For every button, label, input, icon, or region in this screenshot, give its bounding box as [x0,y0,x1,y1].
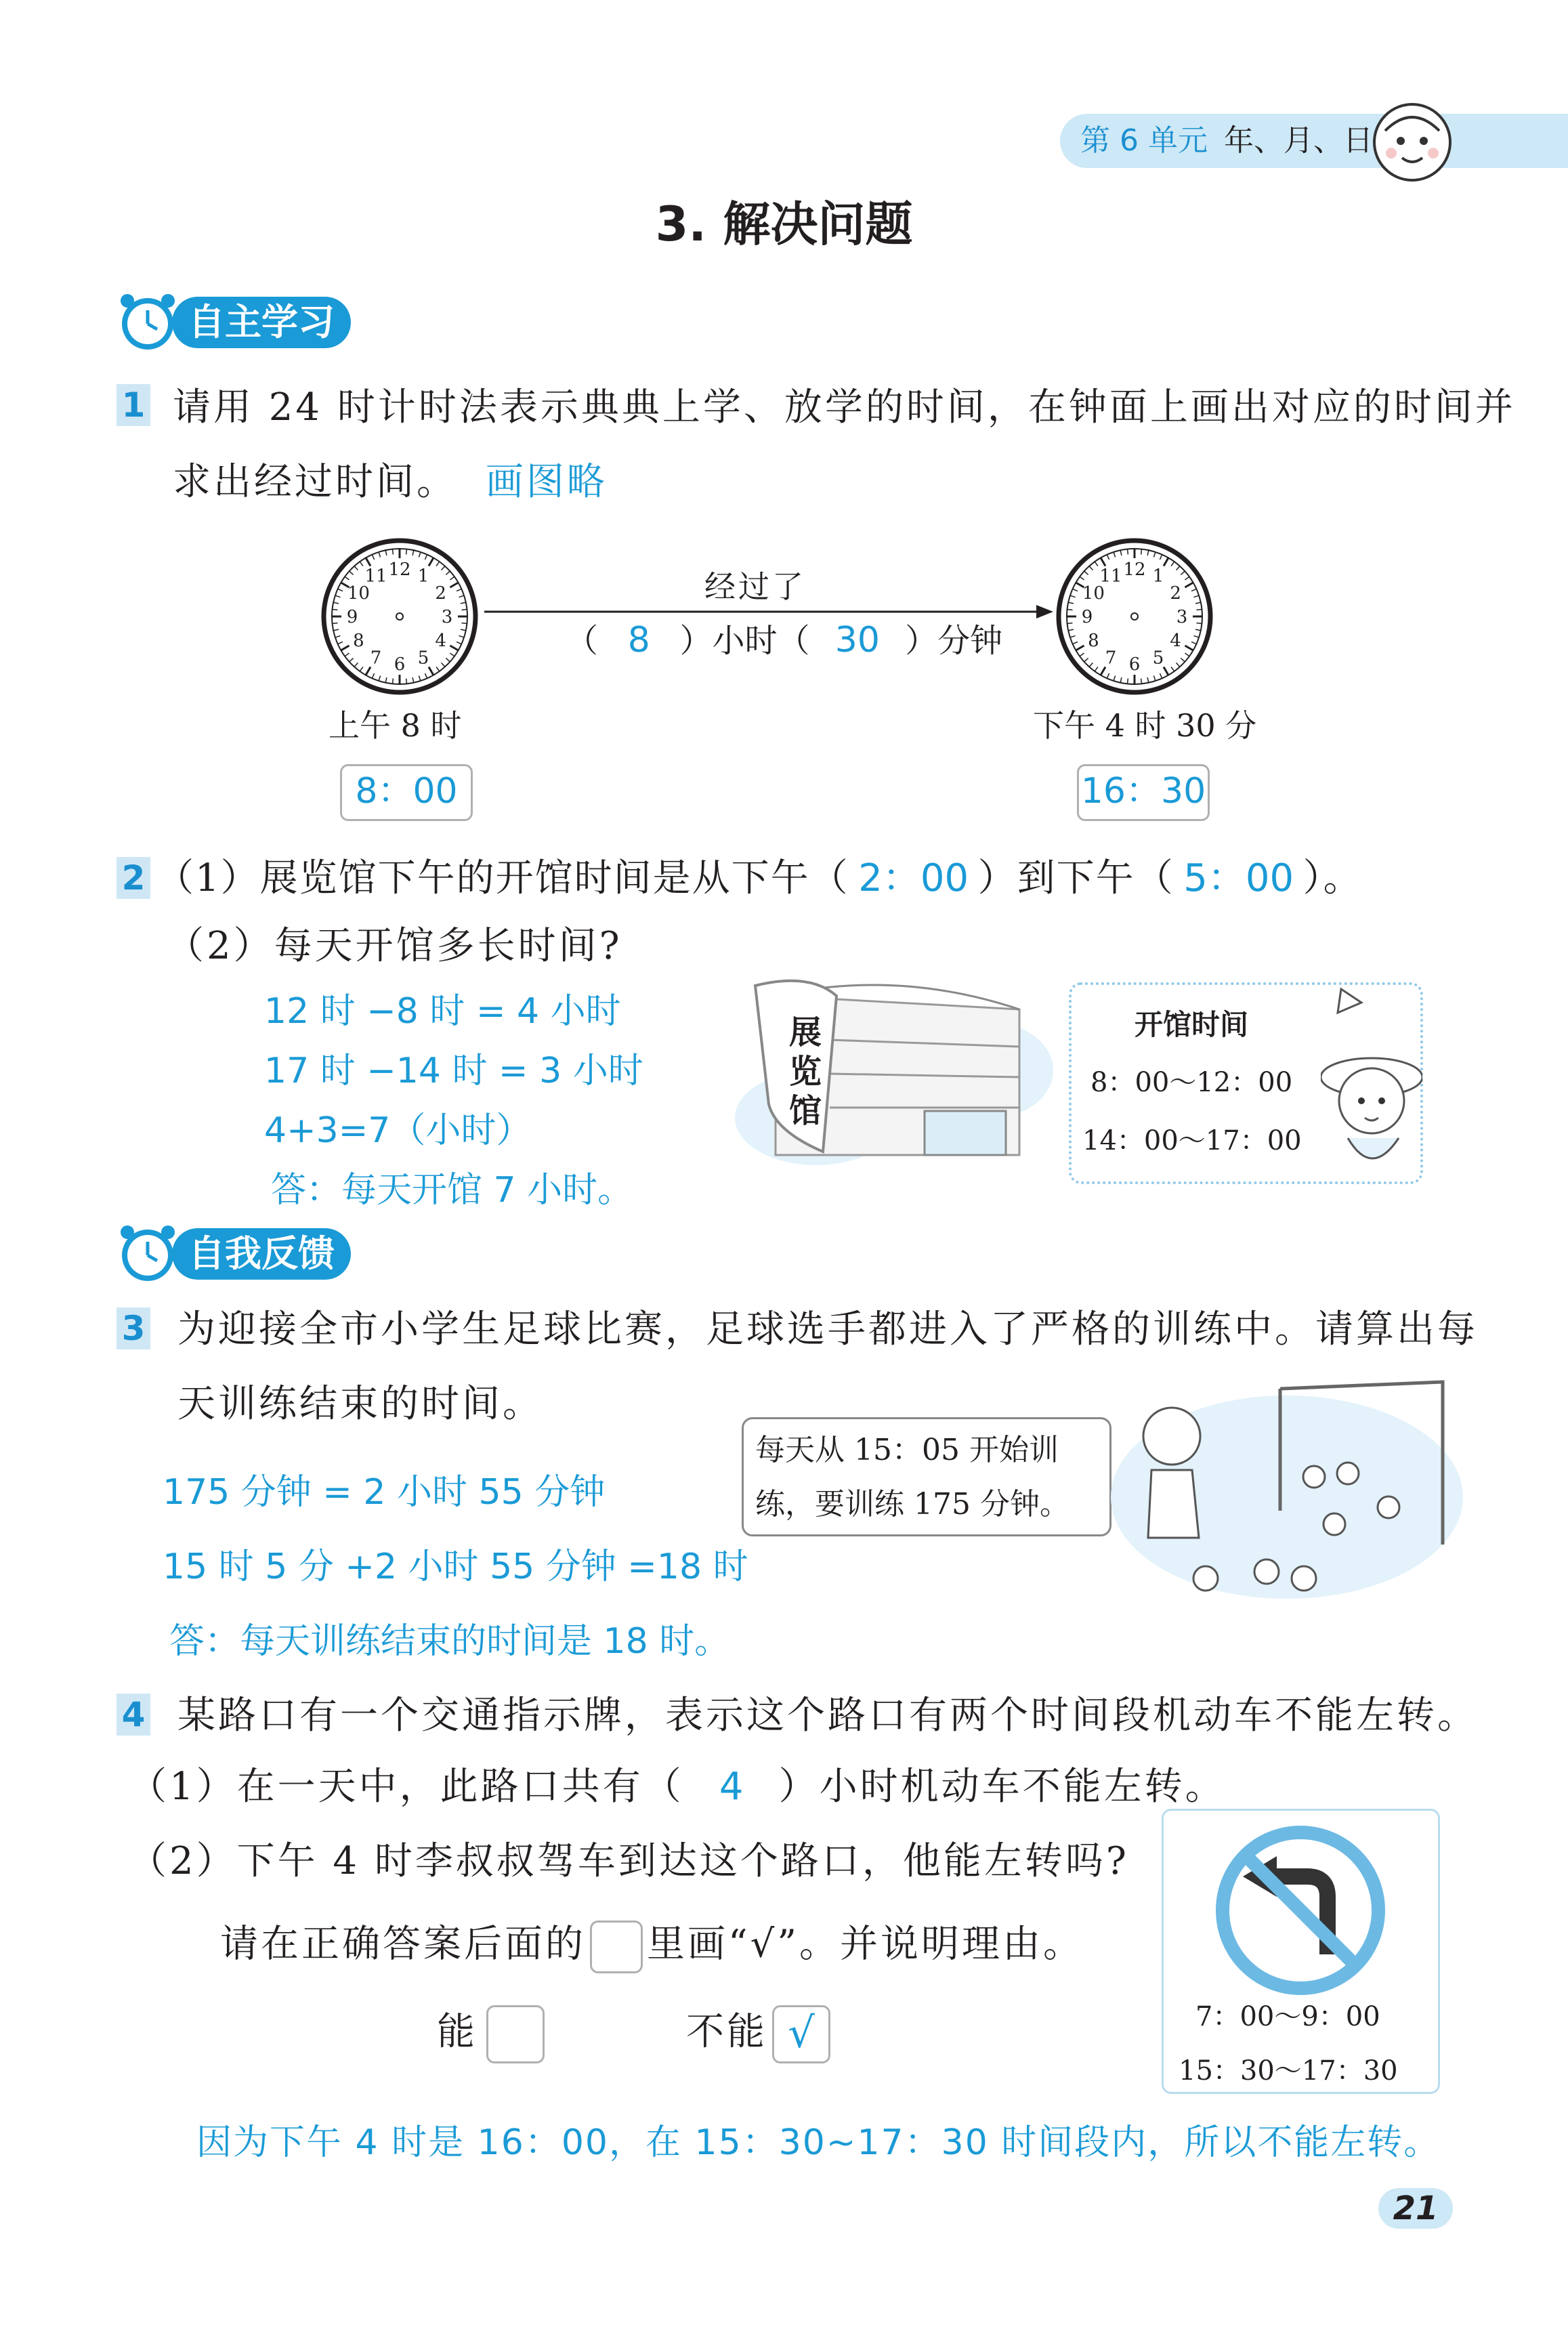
question-number-1: 1 [116,384,150,426]
q4-part1-answer: 4 [719,1765,744,1809]
clock-tick [1067,623,1073,624]
clock-number: 11 [1099,566,1122,587]
clock-tick [333,623,338,624]
q2-answer: 答：每天开馆 7 小时。 [271,1170,633,1211]
page-number: 21 [1393,2189,1439,2227]
q2-answer-to: 5：00 [1183,856,1294,900]
clock-tick [461,623,467,624]
sample-checkbox [590,1921,643,1973]
clock-number: 3 [441,607,453,627]
clock-tick [1141,549,1142,555]
bubble-line-1: 每天从 15：05 开始训 [755,1433,1059,1467]
q2-part1-a: （1）展览馆下午的开馆时间是从下午（ [156,856,849,900]
clock-number: 9 [346,607,358,627]
clock-number: 12 [1123,560,1146,580]
clock-tick [393,549,394,555]
q4-reason: 因为下午 4 时是 16：00，在 15：30~17：30 时间段内，所以不能左转。 [196,2122,1441,2163]
clock-number: 7 [370,648,382,669]
q1-text-line1: 请用 24 时计时法表示典典上学、放学的时间，在钟面上画出对应的时间并 [173,385,1516,429]
clock-number: 2 [435,583,446,604]
arrow-icon [484,602,1053,622]
check-mark: √ [788,2008,815,2057]
q2-part1 [156,855,1363,902]
q4-part1 [129,1763,1226,1811]
clock-tick [393,678,394,684]
q3-work-2: 15 时 5 分 +2 小时 55 分钟 =18 时 [163,1547,748,1587]
section-title-feedback: 自我反馈 [172,1228,351,1280]
clock-number: 4 [435,631,446,651]
clock-number: 4 [1170,631,1181,651]
clock-face-end [1053,535,1216,698]
section-badge-feedback [116,1223,357,1282]
question-number-2: 2 [116,857,150,899]
q2-work-1: 12 时 −8 时 = 4 小时 [264,991,621,1032]
soccer-training-illustration [1111,1375,1463,1606]
unit-topic: 年、月、日 [1223,123,1373,158]
option-yes-checkbox[interactable] [486,2005,545,2063]
clock-number: 10 [347,583,370,604]
boy-avatar-icon [1368,100,1456,185]
minutes-answer: 30 [834,620,880,660]
header-unit [1080,121,1373,161]
clock-number: 3 [1176,607,1188,627]
option-yes-label: 能 [437,2010,478,2054]
elapsed-label: 经过了 [704,568,806,605]
q3-work-1: 175 分钟 = 2 小时 55 分钟 [163,1472,606,1513]
opening-hours-title: 开馆时间 [1135,1008,1249,1041]
clock-number: 1 [1152,566,1164,587]
start-time-label: 上午 8 时 [329,707,462,744]
q2-answer-from: 2：00 [858,856,969,900]
clock-number: 11 [364,566,387,587]
clock-number: 7 [1105,648,1117,669]
hours-answer: 8 [627,620,650,660]
unit-label: 第 6 单元 [1080,123,1208,158]
question-number-3: 3 [116,1307,150,1349]
q1-text2: 求出经过时间。 [173,460,457,504]
q2-work-2: 17 时 −14 时 = 3 小时 [264,1051,643,1091]
clock-tick [406,678,407,684]
clock-number: 6 [394,654,406,675]
q2-part1-c: ）。 [1302,856,1363,900]
q4-instr-a: 请在正确答案后面的 [220,1922,586,1967]
opening-hours-row-2: 14：00～17：00 [1082,1125,1302,1156]
minutes-unit: ）分钟 [905,622,1003,660]
q2-work-3: 4+3=7（小时） [264,1110,532,1151]
clock-number: 8 [353,631,364,651]
exhibition-hall-illustration [735,969,1053,1165]
q4-part2: （2）下午 4 时李叔叔驾车到达这个路口，他能左转吗? [129,1839,1129,1883]
end-time-label: 下午 4 时 30 分 [1033,707,1257,744]
page-title: 3. 解决问题 [655,196,913,252]
clock-number: 12 [388,560,411,580]
clock-number: 8 [1088,631,1099,651]
q4-text: 某路口有一个交通指示牌，表示这个路口有两个时间段机动车不能左转。 [177,1694,1478,1738]
clock-tick [1196,623,1202,624]
girl-illustration [1321,975,1422,1179]
option-no-label: 不能 [686,2010,767,2054]
q4-part1-a: （1）在一天中，此路口共有（ [129,1765,684,1809]
paren-open: （ [566,622,599,660]
clock-tick [1141,678,1142,684]
clock-number: 2 [1170,583,1181,604]
start-answer: 8：00 [355,771,458,812]
q3-text-line2: 天训练结束的时间。 [177,1382,543,1426]
sign-time-1: 7：00～9：00 [1195,2001,1380,2032]
q4-instruction [220,1921,1084,1973]
bubble-line-2: 练，要训练 175 分钟。 [755,1487,1069,1522]
no-left-turn-icon [1212,1822,1389,1998]
clock-face-start [318,535,481,698]
elapsed-answer [566,620,1002,661]
q3-answer: 答：每天训练结束的时间是 18 时。 [169,1621,730,1662]
building-sign-text: 展览馆 [789,1013,822,1130]
clock-number: 6 [1128,654,1141,675]
question-number-4: 4 [116,1694,150,1736]
end-answer: 16：30 [1080,771,1206,812]
section-title-study: 自主学习 [172,297,351,348]
q4-part1-b: ）小时机动车不能左转。 [778,1765,1226,1809]
opening-hours-row-1: 8：00～12：00 [1090,1067,1293,1098]
alarm-clock-icon [116,1223,179,1285]
clock-number: 9 [1081,607,1093,627]
q1-text-line2 [173,459,608,506]
clock-tick [406,549,407,555]
clock-number: 1 [417,566,429,587]
sign-time-2: 15：30～17：30 [1179,2055,1398,2086]
alarm-clock-icon [116,291,179,354]
q4-instr-b: 里画“√”。并说明理由。 [647,1922,1084,1967]
q1-note: 画图略 [485,460,608,504]
q2-part1-b: ）到下午（ [977,856,1174,900]
clock-number: 10 [1082,583,1105,604]
q2-part2: （2）每天开馆多长时间? [166,924,622,968]
section-badge-study [116,291,357,351]
hours-unit: ）小时（ [679,622,810,660]
clock-number: 5 [417,648,429,669]
q3-text-line1: 为迎接全市小学生足球比赛，足球选手都进入了严格的训练中。请算出每 [177,1307,1478,1351]
clock-number: 5 [1152,648,1164,669]
